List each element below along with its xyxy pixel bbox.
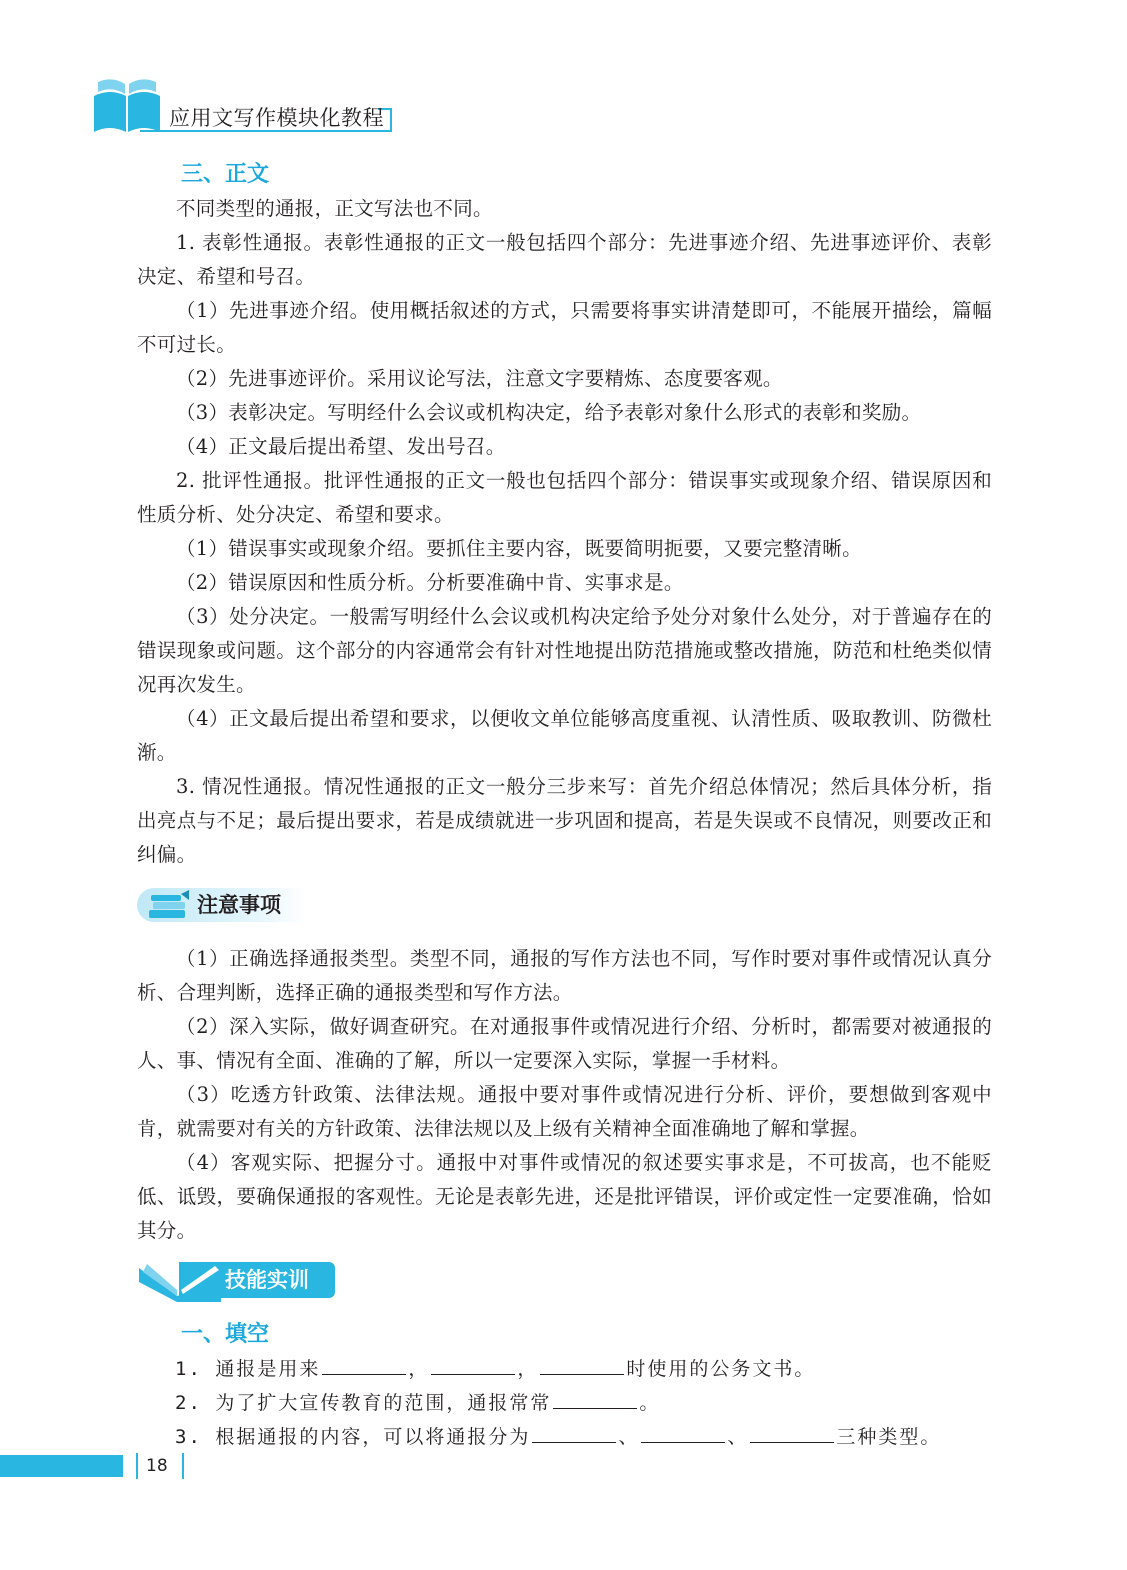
separator: 、 [618, 1426, 640, 1448]
question-text: 时使用的公务文书。 [626, 1358, 816, 1380]
footer-divider [182, 1453, 184, 1479]
answer-blank[interactable] [431, 1354, 515, 1375]
answer-blank[interactable] [641, 1422, 725, 1443]
answer-blank[interactable] [532, 1422, 616, 1443]
question-text: 三种类型。 [836, 1426, 942, 1448]
body-paragraph: （3）表彰决定。写明经什么会议或机构决定，给予表彰对象什么形式的表彰和奖励。 [176, 401, 922, 424]
answer-blank[interactable] [540, 1354, 624, 1375]
separator: 、 [727, 1426, 749, 1448]
separator: ， [408, 1358, 430, 1380]
fill-in-heading: 一、填空 [181, 1322, 270, 1347]
notice-paragraph: （2）深入实际，做好调查研究。在对通报事件或情况进行介绍、分析时，都需要对被通报的人、事、情况有全面、准确的了解，所以一定要深入实际，掌握一手材料。 [137, 1015, 992, 1072]
body-paragraph: （2）错误原因和性质分析。分析要准确中肯、实事求是。 [176, 571, 684, 594]
open-book-icon [137, 1260, 229, 1304]
notice-banner [137, 884, 992, 928]
page-content [137, 158, 992, 1454]
body-paragraph: （4）正文最后提出希望、发出号召。 [176, 435, 506, 458]
book-title: 应用文写作模块化教程 [169, 106, 384, 130]
body-paragraph: （2）先进事迹评价。采用议论写法，注意文字要精炼、态度要客观。 [176, 367, 783, 390]
notice-label: 注意事项 [197, 893, 281, 917]
answer-blank[interactable] [553, 1388, 637, 1409]
notice-paragraph: （3）吃透方针政策、法律法规。通报中要对事件或情况进行分析、评价，要想做到客观中肯，就需要对有关的方针政策、法律法规以及上级有关精神全面准确地了解和掌握。 [137, 1083, 992, 1140]
answer-blank[interactable] [322, 1354, 406, 1375]
fill-question-1 [137, 1352, 992, 1386]
answer-blank[interactable] [750, 1422, 834, 1443]
footer-divider [136, 1453, 138, 1479]
skills-banner [137, 1260, 992, 1304]
body-paragraph: （3）处分决定。一般需写明经什么会议或机构决定给予处分对象什么处分，对于普遍存在的错误现象或问题。这个部分的内容通常会有针对性地提出防范措施或整改措施，防范和杜绝类似情况再次发生。 [137, 605, 992, 696]
body-paragraph: 不同类型的通报，正文写法也不同。 [176, 197, 493, 220]
book-stack-icon [145, 890, 191, 922]
fill-question-2 [137, 1386, 992, 1420]
question-text: 。 [639, 1392, 661, 1414]
separator: ， [517, 1358, 539, 1380]
body-paragraph: （1）先进事迹介绍。使用概括叙述的方式，只需要将事实讲清楚即可，不能展开描绘，篇幅不可过长。 [137, 299, 992, 356]
question-text: 1. 通报是用来 [175, 1358, 321, 1380]
body-paragraph: （4）正文最后提出希望和要求，以便收文单位能够高度重视、认清性质、吸取教训、防微杜渐。 [137, 707, 992, 764]
skills-label: 技能实训 [225, 1268, 309, 1292]
open-book-logo-icon [92, 74, 162, 134]
question-text: 2. 为了扩大宣传教育的范围，通报常常 [175, 1392, 552, 1414]
page-number: 18 [146, 1456, 168, 1476]
fill-question-3 [137, 1420, 992, 1454]
body-paragraph: 3. 情况性通报。情况性通报的正文一般分三步来写：首先介绍总体情况；然后具体分析，指出亮点与不足；最后提出要求，若是成绩就进一步巩固和提高，若是失误或不良情况，则要改正和纠偏。 [137, 775, 992, 866]
body-paragraph: 1. 表彰性通报。表彰性通报的正文一般包括四个部分：先进事迹介绍、先进事迹评价、表彰决定、希望和号召。 [137, 231, 992, 288]
question-text: 3. 根据通报的内容，可以将通报分为 [175, 1426, 531, 1448]
notice-paragraph: （4）客观实际、把握分寸。通报中对事件或情况的叙述要实事求是，不可拔高，也不能贬低、诋毁，要确保通报的客观性。无论是表彰先进，还是批评错误，评价或定性一定要准确，恰如其分。 [137, 1151, 992, 1242]
body-paragraph: 2. 批评性通报。批评性通报的正文一般也包括四个部分：错误事实或现象介绍、错误原因和性质分析、处分决定、希望和要求。 [137, 469, 992, 526]
body-paragraph: （1）错误事实或现象介绍。要抓住主要内容，既要简明扼要，又要完整清晰。 [176, 537, 862, 560]
notice-paragraph: （1）正确选择通报类型。类型不同，通报的写作方法也不同，写作时要对事件或情况认真分析、合理判断，选择正确的通报类型和写作方法。 [137, 947, 992, 1004]
footer-bar [0, 1455, 123, 1477]
section-heading-body: 三、正文 [181, 162, 270, 187]
